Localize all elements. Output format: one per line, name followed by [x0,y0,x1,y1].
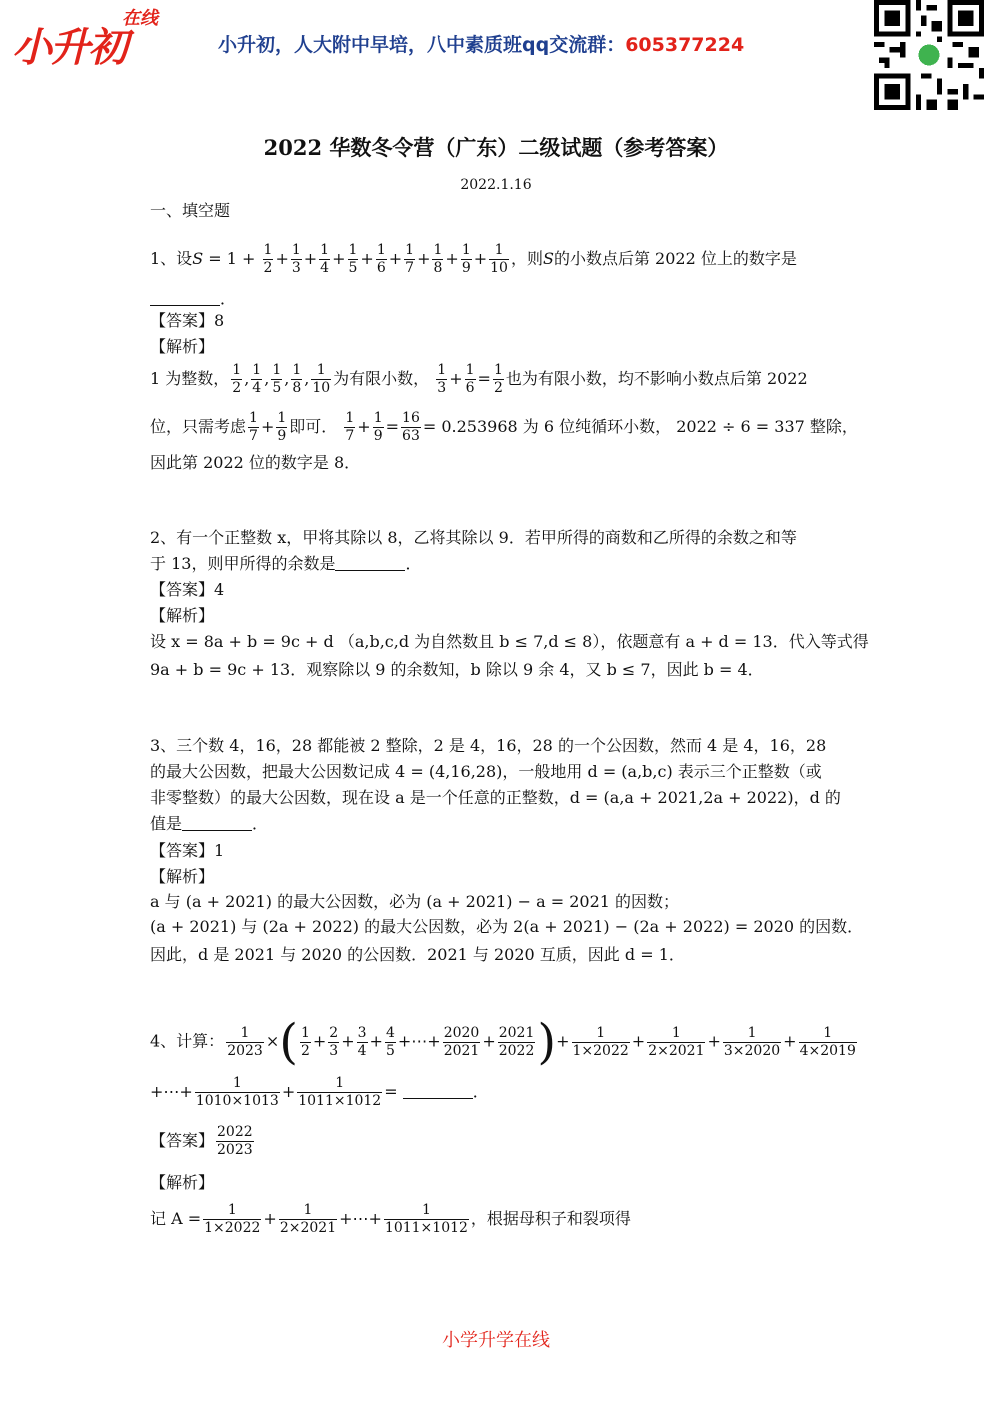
q3-line-1: 3、三个数 4，16，28 都能被 2 整除，2 是 4，16，28 的一个公因数，然而 4 是 4，16，28 [150,736,827,755]
q1-analysis-line-2: 位，只需考虑 $\frac{1}{7}$ + $\frac{1}{9}$ 即可． $\frac{1}{7}$ + $\frac{1}{9}$ = $\frac{16}{63}$ = 0.253968 为 6 位纯循环小数， 2022 ÷ 6 = 337 整除， [150,410,858,444]
q1-eq: = 1 + [208,249,256,268]
q1-prefix: 1、设 [150,249,193,268]
q3-analysis-line-3: 因此，d 是 2021 与 2020 的公因数．2021 与 2020 互质，因此 d = 1． [150,945,685,964]
logo-sup-text: 在线 [122,8,158,29]
q1-analysis-label: 【解析】 [150,337,215,356]
q1-suffix2: 的小数点后第 2022 位上的数字是 [553,249,797,268]
document-date: 2022.1.16 [460,177,532,193]
section-heading: 一、填空题 [150,201,231,220]
q2-answer: 【答案】4 [150,580,225,599]
q2-analysis-line-2: 9a + b = 9c + 13．观察除以 9 的余数知，b 除以 9 余 4，又 b ≤ 7，因此 b = 4． [150,660,764,679]
q1-blank: ． [150,286,850,312]
q3-analysis-line-1: a 与 (a + 2021) 的最大公因数，必为 (a + 2021) − a = 2021 的因数； [150,892,680,911]
logo-main-text: 小升初 [12,25,126,71]
document-title: 2022 华数冬令营（广东）二级试题（参考答案） [263,135,729,160]
q1-answer-value: 8 [214,311,225,330]
brand-logo [12,4,172,71]
q4-line-1: 4、计算： $\frac{1}{2023}$ ×( $\frac{1}{2}$ + $\frac{2}{3}$ + $\frac{3}{4}$ + $\frac{4}{5}$ +⋯+ $\frac{2020}{2021}$ + $\frac{2021}{2022}$ )+ $\frac{1}{1\times 2022}$ + $\frac{1}{2\times 2021}$ + $\frac{1}{3\times 2020}$ + $\frac{1}{4\times 2019}$ [150,1014,856,1070]
q3-line-3: 非零整数）的最大公因数，现在设 a 是一个任意的正整数，d = (a,a + 2021,2a + 2022)，d 的 [150,788,841,807]
q4-answer-fraction: $\frac{2022}{2023}$ [217,1124,253,1158]
q4-line-2: +⋯+ $\frac{1}{1010\times 1013}$ + $\frac{1}{1011\times 1012}$ = ． [150,1075,489,1109]
qq-group-banner [218,30,744,57]
page-footer: 小学升学在线 [442,1330,550,1351]
q3-analysis-label: 【解析】 [150,867,215,886]
q4-answer: 【答案】 $\frac{2022}{2023}$ [150,1124,253,1158]
banner-number: 605377224 [625,34,745,56]
q1-analysis-line-1: 1 为整数， $\frac{1}{2}$ , $\frac{1}{4}$ , $\frac{1}{5}$ , $\frac{1}{8}$ , $\frac{1}{10}$ 为有限小数， $\frac{1}{3}$ + $\frac{1}{6}$ = $\frac{1}{2}$ 也为有限小数，均不影响小数点后第 2022 [150,362,808,396]
q3-answer: 【答案】1 [150,841,225,860]
q3-line-4: 值是 ． [150,814,269,833]
q3-answer-value: 1 [214,841,225,860]
q2-line-1: 2、有一个正整数 x，甲将其除以 8，乙将其除以 9．若甲所得的商数和乙所得的余数之和等 [150,528,797,547]
q2-analysis-line-1: 设 x = 8a + b = 9c + d （a,b,c,d 为自然数且 b ≤ 7,d ≤ 8），依题意有 a + d = 13．代入等式得 [150,632,869,651]
q4-analysis-line-1: 记 A = $\frac{1}{1\times 2022}$ + $\frac{1}{2\times 2021}$ +⋯+ $\frac{1}{1011\times 1012}$ ，根据母积子和裂项得 [150,1202,631,1236]
q2-analysis-label: 【解析】 [150,606,215,625]
qr-code-icon [874,0,984,110]
q3-line-2: 的最大公因数，把最大公因数记成 4 = (4,16,28)，一般地用 d = (a,b,c) 表示三个正整数（或 [150,762,822,781]
q1-analysis-line-3: 因此第 2022 位的数字是 8． [150,453,361,472]
q3-analysis-line-2: (a + 2021) 与 (2a + 2022) 的最大公因数，必为 2(a + 2021) − (2a + 2022) = 2020 的因数． [150,917,864,936]
q2-answer-value: 4 [214,580,225,599]
question-1: 1、设S = 1 + $\frac{1}{2}$ + $\frac{1}{3}$ + $\frac{1}{4}$ + $\frac{1}{5}$ + $\frac{1}{6}$ + $\frac{1}{7}$ + $\frac{1}{8}$ + $\frac{1}{9}$ + $\frac{1}{10}$ ，则S的小数点后第 2022 位上的数字是 [150,242,797,276]
q2-line-2: 于 13，则甲所得的余数是 ． [150,554,422,573]
q1-var-s: S [192,249,204,268]
q4-analysis-label: 【解析】 [150,1173,215,1192]
q1-answer: 【答案】8 [150,311,225,330]
q1-suffix: ，则 [510,249,543,268]
banner-text: 小升初，人大附中早培，八中素质班qq交流群： [218,34,626,56]
